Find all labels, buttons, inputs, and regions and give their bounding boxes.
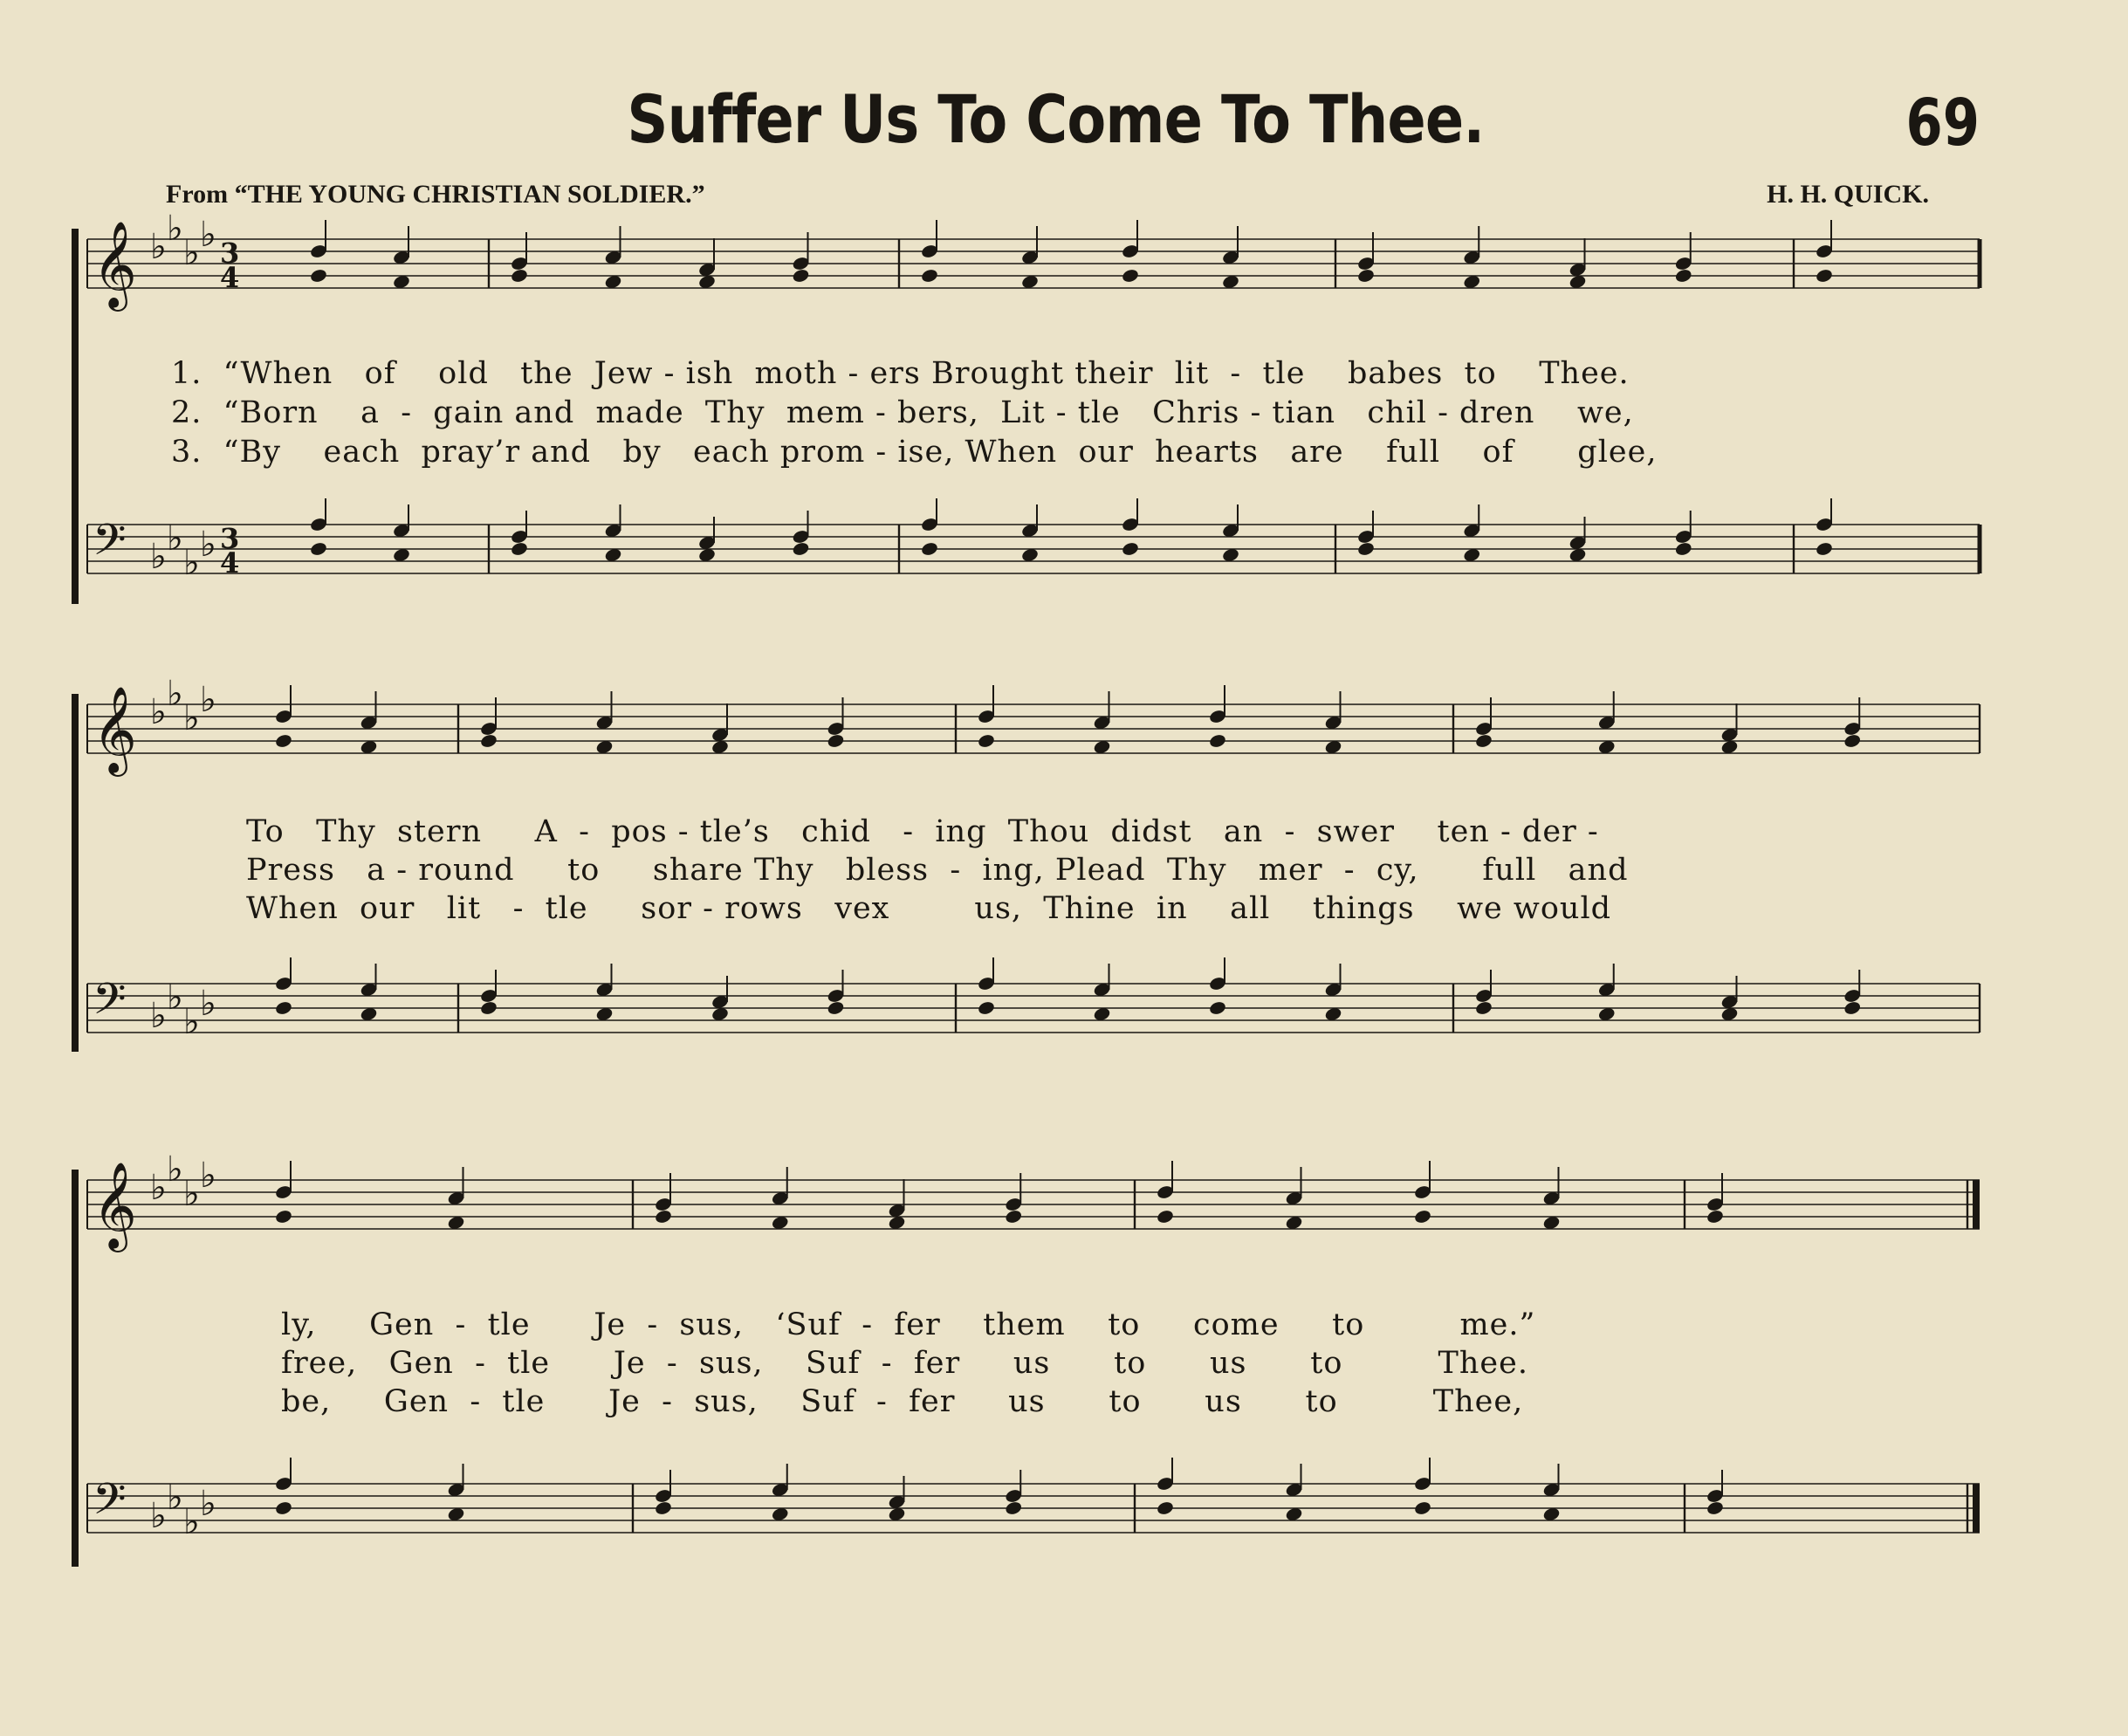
system-brace <box>72 229 79 604</box>
treble-clef: 𝄞 <box>93 1162 137 1249</box>
lyric-line-s1-v2: 2. “Born a - gain and made Thy mem - bers, Lit - tle Chris - tian chil - dren we, <box>171 395 1634 430</box>
flat-sign: ♭ <box>200 215 216 255</box>
source-credit: From “THE YOUNG CHRISTIAN SOLDIER.” <box>166 180 705 209</box>
lyric-line-s2-v2: Press a - round to share Thy bless - ing, Plead Thy mer - cy, full and <box>246 853 1629 888</box>
notehead <box>654 1209 672 1225</box>
flat-sign: ♭ <box>200 525 216 565</box>
flat-sign: ♭ <box>183 1174 200 1214</box>
flat-sign: ♭ <box>150 227 167 267</box>
notehead <box>1005 1209 1023 1225</box>
notehead <box>309 541 327 557</box>
flat-sign: ♭ <box>200 1156 216 1196</box>
time-signature-top: 3 <box>220 237 240 270</box>
notehead <box>479 733 498 749</box>
flat-sign: ♭ <box>200 680 216 720</box>
flat-sign: ♭ <box>200 1484 216 1524</box>
flat-sign: ♭ <box>150 996 167 1036</box>
notehead <box>792 541 810 557</box>
notehead <box>1843 733 1862 749</box>
notehead <box>827 1000 845 1016</box>
notehead <box>274 1209 292 1225</box>
flat-sign: ♭ <box>167 518 183 559</box>
notehead <box>920 268 938 284</box>
notehead <box>1121 541 1139 557</box>
notehead <box>479 1000 498 1016</box>
notehead <box>792 268 810 284</box>
time-signature-bottom: 4 <box>220 261 240 294</box>
notehead <box>977 1000 995 1016</box>
time-signature-top: 3 <box>220 522 240 555</box>
notehead <box>1474 1000 1493 1016</box>
notehead <box>827 733 845 749</box>
lyric-line-s2-v3: When our lit - tle sor - rows vex us, Thine in all things we would <box>246 891 1612 926</box>
notehead <box>1674 541 1692 557</box>
time-signature-bottom: 4 <box>220 546 240 580</box>
lyric-line-s3-v2: free, Gen - tle Je - sus, Suf - fer us to us to Thee. <box>281 1346 1528 1381</box>
notehead <box>1356 268 1375 284</box>
flat-sign: ♭ <box>167 1478 183 1518</box>
notehead <box>1005 1500 1023 1516</box>
hymn-title: Suffer Us To Come To Thee. <box>627 80 1485 158</box>
flat-sign: ♭ <box>150 537 167 577</box>
notehead <box>1413 1500 1431 1516</box>
notehead <box>1208 733 1226 749</box>
flat-sign: ♭ <box>150 1168 167 1208</box>
notehead <box>1156 1500 1174 1516</box>
notehead <box>510 541 528 557</box>
flat-sign: ♭ <box>167 978 183 1018</box>
bass-clef: 𝄢 <box>93 974 127 1035</box>
notehead <box>920 541 938 557</box>
notehead <box>1474 733 1493 749</box>
system-brace <box>72 1170 79 1567</box>
notehead <box>1156 1209 1174 1225</box>
treble-clef: 𝄞 <box>93 221 137 308</box>
lyric-line-s3-v1: ly, Gen - tle Je - sus, ‘Suf - fer them to come to me.” <box>281 1307 1536 1342</box>
bass-clef: 𝄢 <box>93 1474 127 1535</box>
flat-sign: ♭ <box>183 698 200 738</box>
notehead <box>1815 268 1833 284</box>
page-number: 69 <box>1905 86 1980 161</box>
final-barline-thick <box>1973 1484 1980 1533</box>
notehead <box>654 1500 672 1516</box>
flat-sign: ♭ <box>183 1002 200 1042</box>
notehead <box>274 733 292 749</box>
flat-sign: ♭ <box>183 1502 200 1542</box>
notehead <box>1843 1000 1862 1016</box>
notehead <box>309 268 327 284</box>
notehead <box>274 1500 292 1516</box>
notehead <box>510 268 528 284</box>
final-barline-thick <box>1973 1180 1980 1229</box>
flat-sign: ♭ <box>167 674 183 714</box>
notehead <box>274 1000 292 1016</box>
treble-clef: 𝄞 <box>93 686 137 773</box>
composer-credit: H. H. QUICK. <box>1767 180 1929 209</box>
flat-sign: ♭ <box>150 692 167 732</box>
notehead <box>1706 1500 1724 1516</box>
flat-sign: ♭ <box>167 1149 183 1190</box>
lyric-line-s3-v3: be, Gen - tle Je - sus, Suf - fer us to us to Thee, <box>281 1384 1524 1419</box>
notehead <box>1674 268 1692 284</box>
notehead <box>1706 1209 1724 1225</box>
lyric-line-s1-v1: 1. “When of old the Jew - ish moth - ers Brought their lit - tle babes to Thee. <box>171 356 1630 391</box>
lyric-line-s2-v1: To Thy stern A - pos - tle’s chid - ing Thou didst an - swer ten - der - <box>246 814 1599 849</box>
notehead <box>1413 1209 1431 1225</box>
notehead <box>1356 541 1375 557</box>
notehead <box>1121 268 1139 284</box>
flat-sign: ♭ <box>200 984 216 1024</box>
flat-sign: ♭ <box>183 543 200 583</box>
notehead <box>1815 541 1833 557</box>
system-brace <box>72 694 79 1052</box>
notehead <box>977 733 995 749</box>
bass-clef: 𝄢 <box>93 515 127 576</box>
lyric-line-s1-v3: 3. “By each pray’r and by each prom - ise, When our hearts are full of glee, <box>171 435 1658 470</box>
flat-sign: ♭ <box>150 1496 167 1536</box>
flat-sign: ♭ <box>183 233 200 273</box>
notehead <box>1208 1000 1226 1016</box>
flat-sign: ♭ <box>167 209 183 249</box>
